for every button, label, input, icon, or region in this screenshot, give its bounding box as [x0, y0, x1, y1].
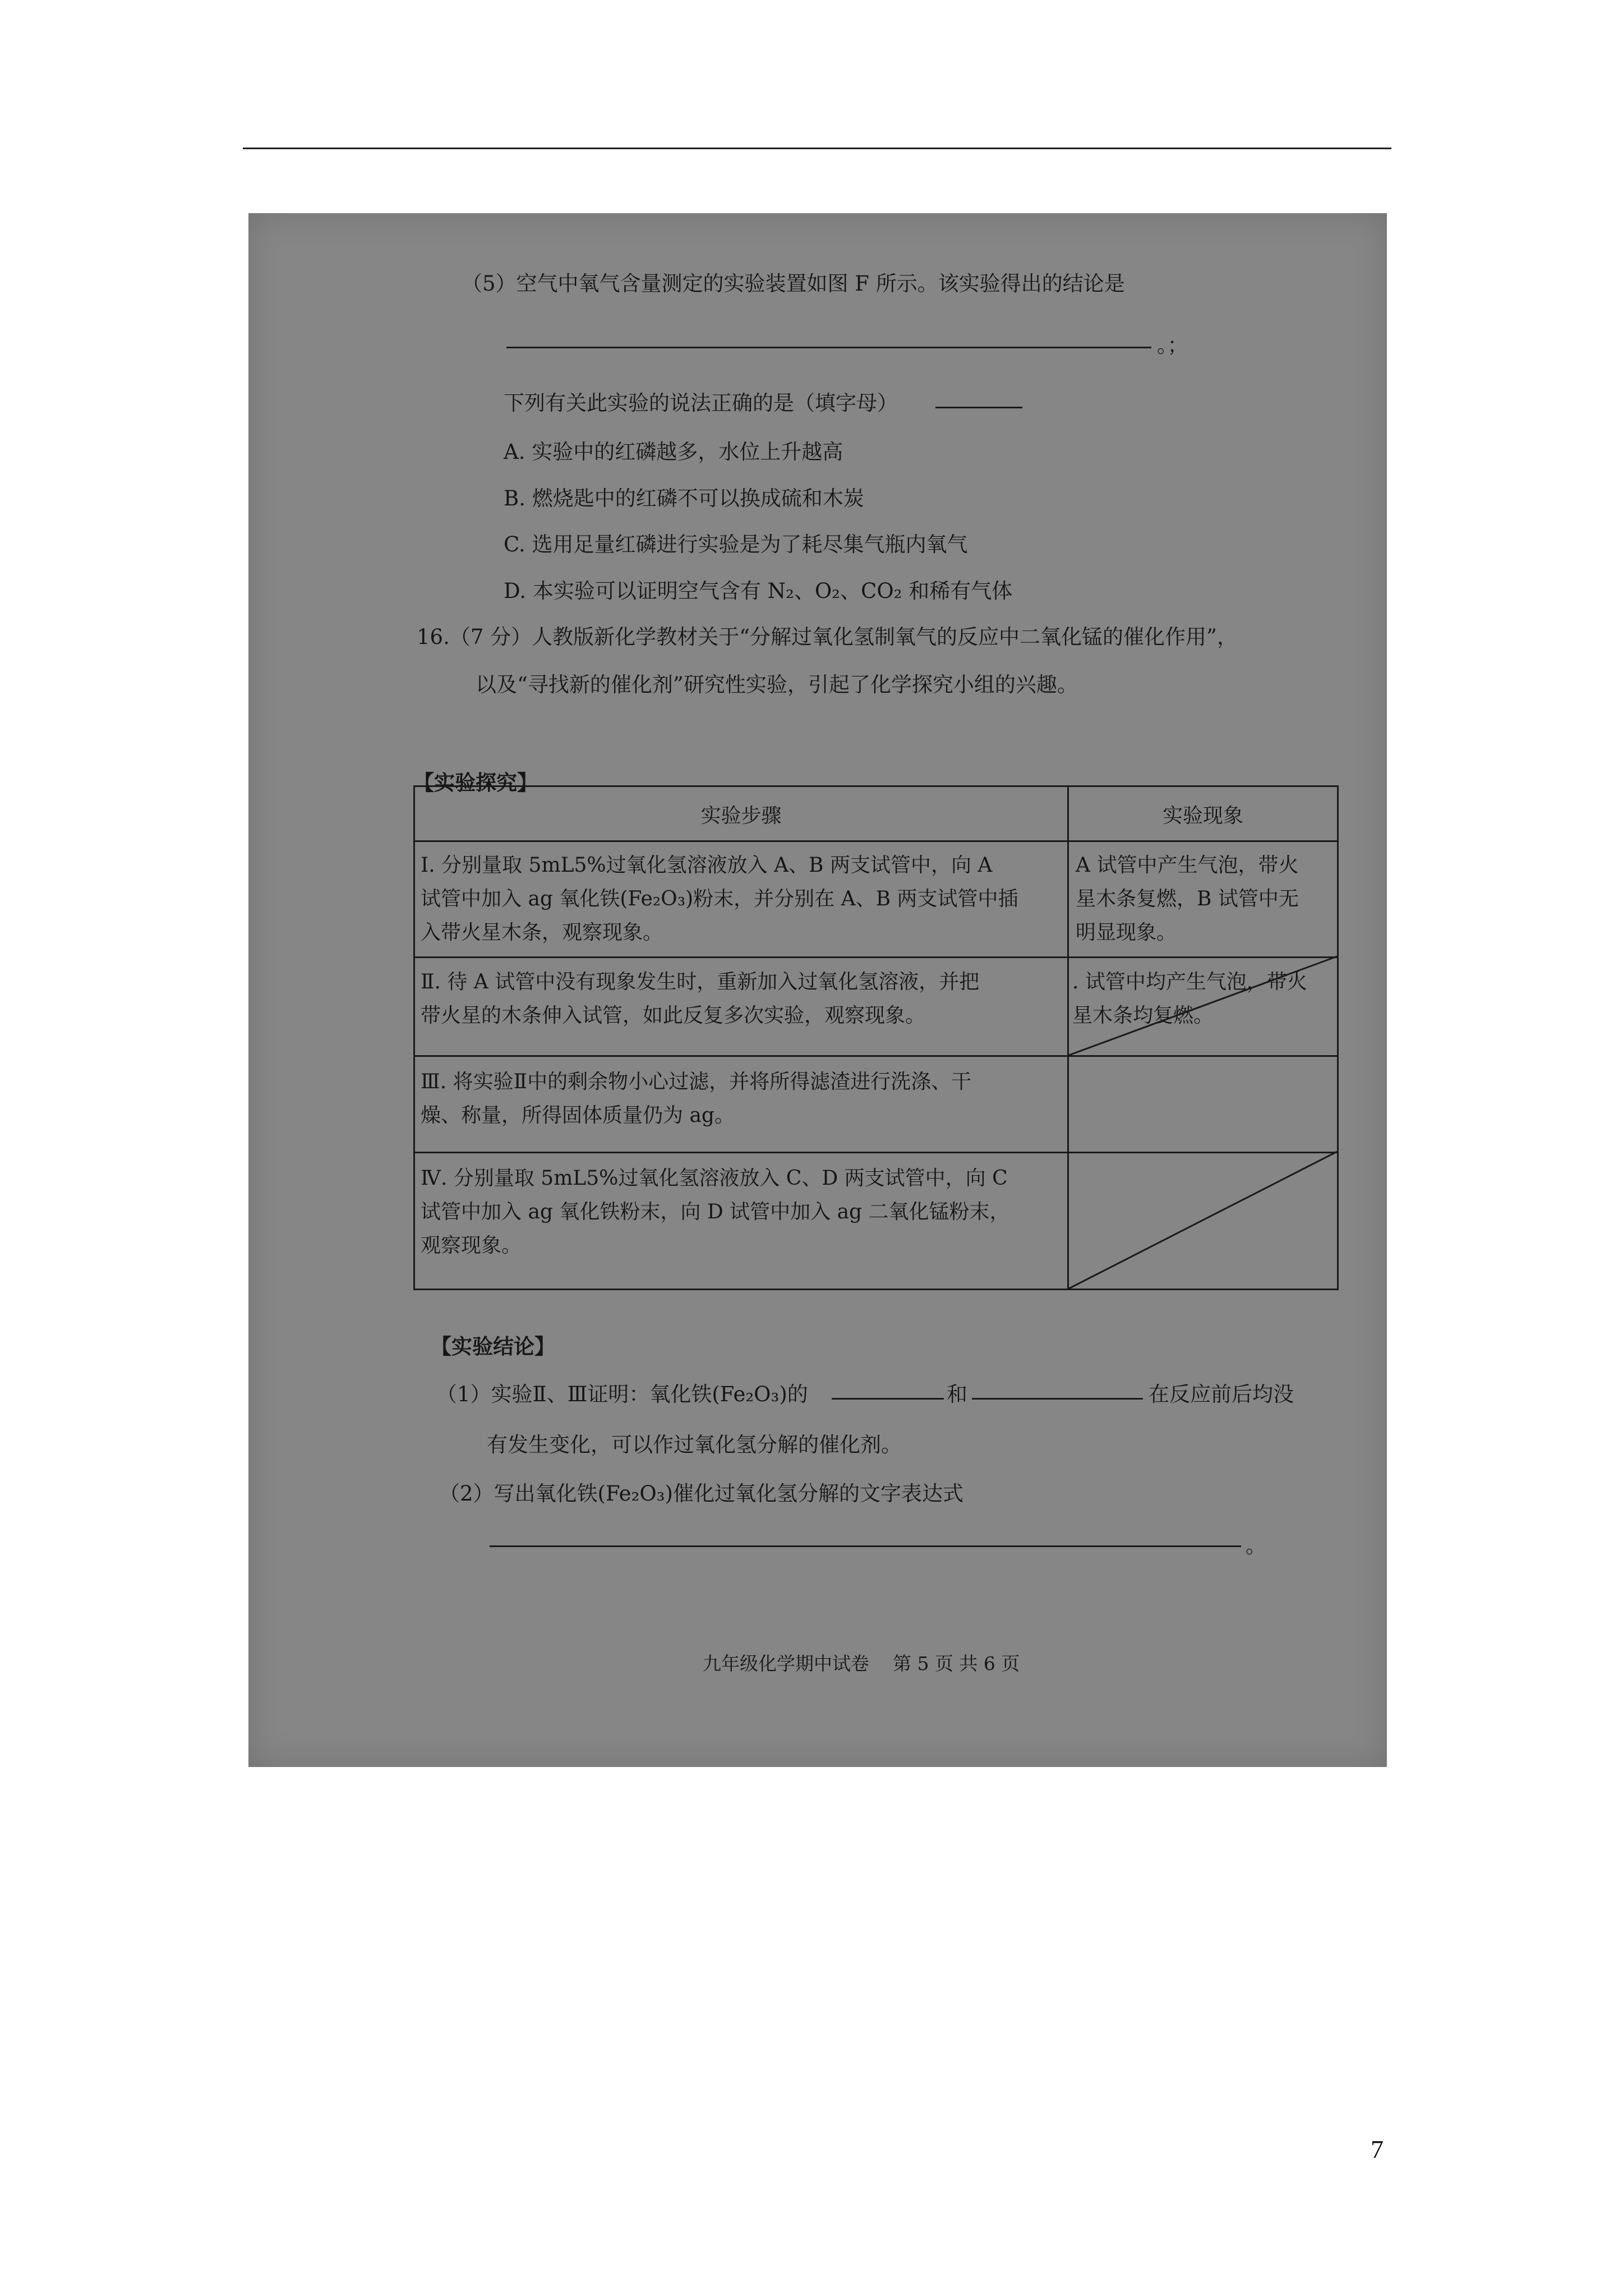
conclusion-1-blank-1	[832, 1398, 944, 1400]
page-number: 7	[1371, 2135, 1384, 2164]
q5-line1-end: 。；	[1157, 333, 1188, 357]
conclusion-1-part-b: 和	[947, 1382, 967, 1406]
conclusion-2-end: 。	[1246, 1534, 1266, 1558]
table-row-2-result: . 试管中均产生气泡，带火 星木条均复燃。	[1072, 970, 1307, 1027]
table-label: 【实验探究】	[413, 770, 538, 795]
conclusion-1-blank-2	[972, 1398, 1143, 1400]
q5-choice-blank	[935, 407, 1022, 408]
q5-prompt: 下列有关此实验的说法正确的是（填字母）	[504, 391, 898, 415]
conclusion-2: （2）写出氧化铁(Fe₂O₃)催化过氧化氢分解的文字表达式	[439, 1481, 963, 1506]
q5-option-c: C. 选用足量红磷进行实验是为了耗尽集气瓶内氧气	[504, 532, 968, 556]
empty-cell-diagonals	[415, 787, 1340, 1292]
conclusion-1-part-c: 在反应前后均没	[1149, 1382, 1294, 1406]
q16-line2: 以及“寻找新的催化剂”研究性实验，引起了化学探究小组的兴趣。	[476, 673, 1078, 697]
header-result: 实验现象	[1162, 804, 1243, 827]
table-row-1-step: Ⅰ. 分别量取 5mL5%过氧化氢溶液放入 A、B 两支试管中，向 A 试管中加入 ag 氧化铁(Fe₂O₃)粉末，并分别在 A、B 两支试管中插 入带火星木条，观察现象。	[421, 854, 1018, 944]
header-step: 实验步骤	[700, 804, 782, 827]
exam-footer: 九年级化学期中试卷 第 5 页 共 6 页	[703, 1653, 1020, 1674]
q5-option-d: D. 本实验可以证明空气含有 N₂、O₂、CO₂ 和稀有气体	[504, 579, 1013, 603]
table-row-1-result: A 试管中产生气泡，带火 星木条复燃，B 试管中无 明显现象。	[1076, 854, 1299, 944]
table-row-3-step: Ⅲ. 将实验Ⅱ中的剩余物小心过滤，并将所得滤渣进行洗涤、干 燥、称量，所得固体质量仍为 ag。	[421, 1070, 972, 1127]
row-4-diagonal	[1069, 1152, 1337, 1289]
conclusion-1-part-a: （1）实验Ⅱ、Ⅲ证明：氧化铁(Fe₂O₃)的	[436, 1382, 808, 1406]
table-row-4-step: Ⅳ. 分别量取 5mL5%过氧化氢溶液放入 C、D 两支试管中，向 C 试管中加入 ag 氧化铁粉末，向 D 试管中加入 ag 二氧化锰粉末， 观察现象。	[421, 1167, 1010, 1257]
experiment-table	[413, 785, 1339, 1290]
q5-line1: （5）空气中氧气含量测定的实验装置如图 F 所示。该实验得出的结论是	[462, 272, 1125, 296]
conclusion-label: 【实验结论】	[431, 1334, 555, 1359]
conclusion-2-blank	[490, 1545, 1241, 1547]
scanned-page-photo	[248, 213, 1387, 1767]
table-row-2-step: Ⅱ. 待 A 试管中没有现象发生时，重新加入过氧化氢溶液，并把 带火星的木条伸入试管，如此反复多次实验，观察现象。	[421, 970, 980, 1027]
q5-option-b: B. 燃烧匙中的红磷不可以换成硫和木炭	[504, 486, 864, 510]
q5-option-a: A. 实验中的红磷越多，水位上升越高	[504, 440, 843, 464]
conclusion-1-line2: 有发生变化，可以作过氧化氢分解的催化剂。	[487, 1433, 902, 1457]
row-3-diagonal	[1069, 956, 1337, 1055]
header-rule	[243, 148, 1391, 149]
q5-answer-blank	[506, 347, 1151, 348]
q16-line1: 16.（7 分）人教版新化学教材关于“分解过氧化氢制氧气的反应中二氧化锰的催化作用”，	[417, 625, 1238, 649]
